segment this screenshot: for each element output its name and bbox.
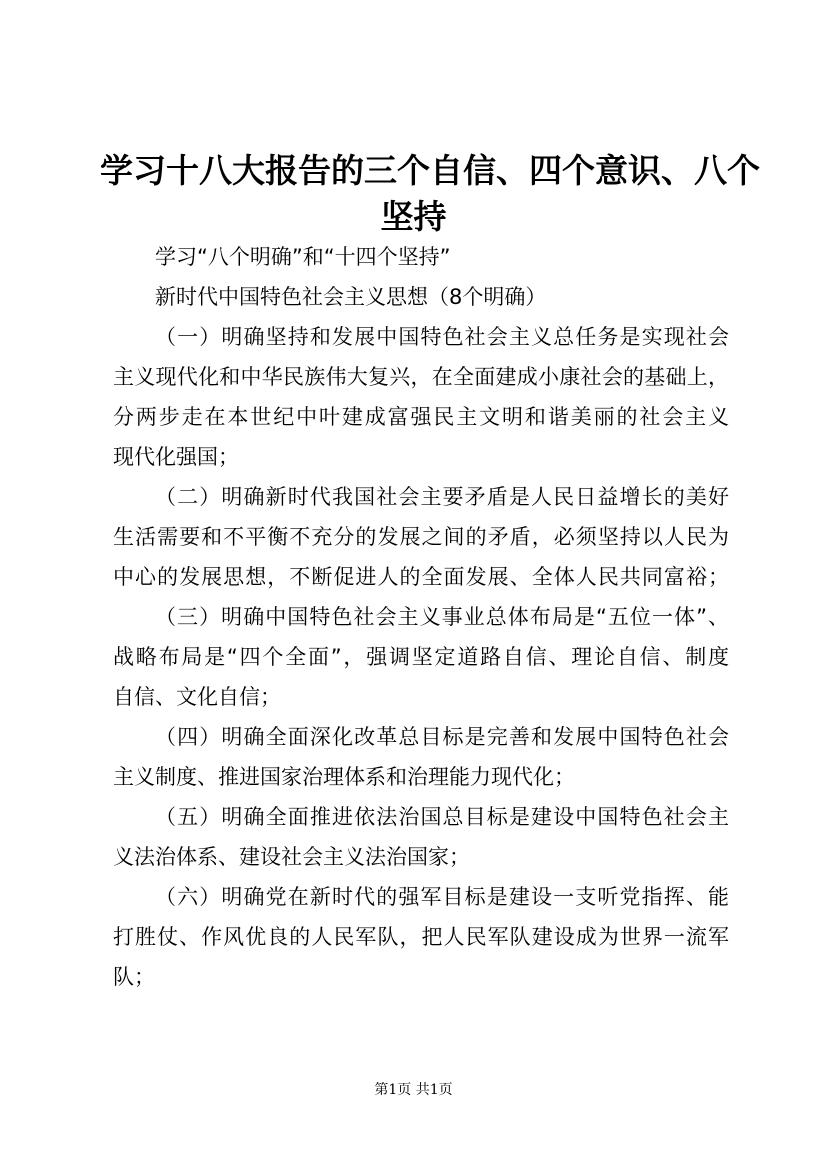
paragraph-line: 生活需要和不平衡不充分的发展之间的矛盾，必须坚持以人民为 bbox=[113, 525, 729, 549]
paragraph-line: 打胜仗、作风优良的人民军队，把人民军队建设成为世界一流军 bbox=[113, 925, 729, 949]
document-title bbox=[100, 148, 760, 240]
paragraph-line: （二）明确新时代我国社会主要矛盾是人民日益增长的美好 bbox=[155, 485, 729, 509]
section-heading: 学习“八个明确”和“十四个坚持” bbox=[155, 245, 451, 269]
page-footer: 第1页 共1页 bbox=[374, 1082, 453, 1098]
title-line: 学习十八大报告的三个自信、四个意识、八个 bbox=[100, 151, 760, 190]
paragraph-line: （六）明确党在新时代的强军目标是建设一支听党指挥、能 bbox=[155, 885, 729, 909]
section-subheading: 新时代中国特色社会主义思想（8个明确） bbox=[155, 285, 547, 309]
paragraph-line: 主义制度、推进国家治理体系和治理能力现代化； bbox=[113, 765, 575, 789]
paragraph-line: 战略布局是“四个全面”，强调坚定道路自信、理论自信、制度 bbox=[113, 645, 729, 669]
paragraph-line: 分两步走在本世纪中叶建成富强民主文明和谐美丽的社会主义 bbox=[113, 405, 729, 429]
title-line: 坚持 bbox=[380, 197, 447, 236]
paragraph-line: 现代化强国； bbox=[113, 445, 239, 469]
paragraph-line: 中心的发展思想，不断促进人的全面发展、全体人民共同富裕； bbox=[113, 565, 729, 589]
paragraph-line: （五）明确全面推进依法治国总目标是建设中国特色社会主 bbox=[155, 805, 729, 829]
paragraph-line: （四）明确全面深化改革总目标是完善和发展中国特色社会 bbox=[155, 725, 729, 749]
paragraph-line: 自信、文化自信； bbox=[113, 685, 281, 709]
paragraph-line: （三）明确中国特色社会主义事业总体布局是“五位一体”、 bbox=[155, 605, 729, 629]
document-body bbox=[113, 237, 729, 997]
paragraph-line: 主义现代化和中华民族伟大复兴，在全面建成小康社会的基础上， bbox=[113, 365, 729, 389]
paragraph-line: （一）明确坚持和发展中国特色社会主义总任务是实现社会 bbox=[155, 325, 729, 349]
paragraph-line: 队； bbox=[113, 965, 155, 989]
paragraph-line: 义法治体系、建设社会主义法治国家； bbox=[113, 845, 470, 869]
